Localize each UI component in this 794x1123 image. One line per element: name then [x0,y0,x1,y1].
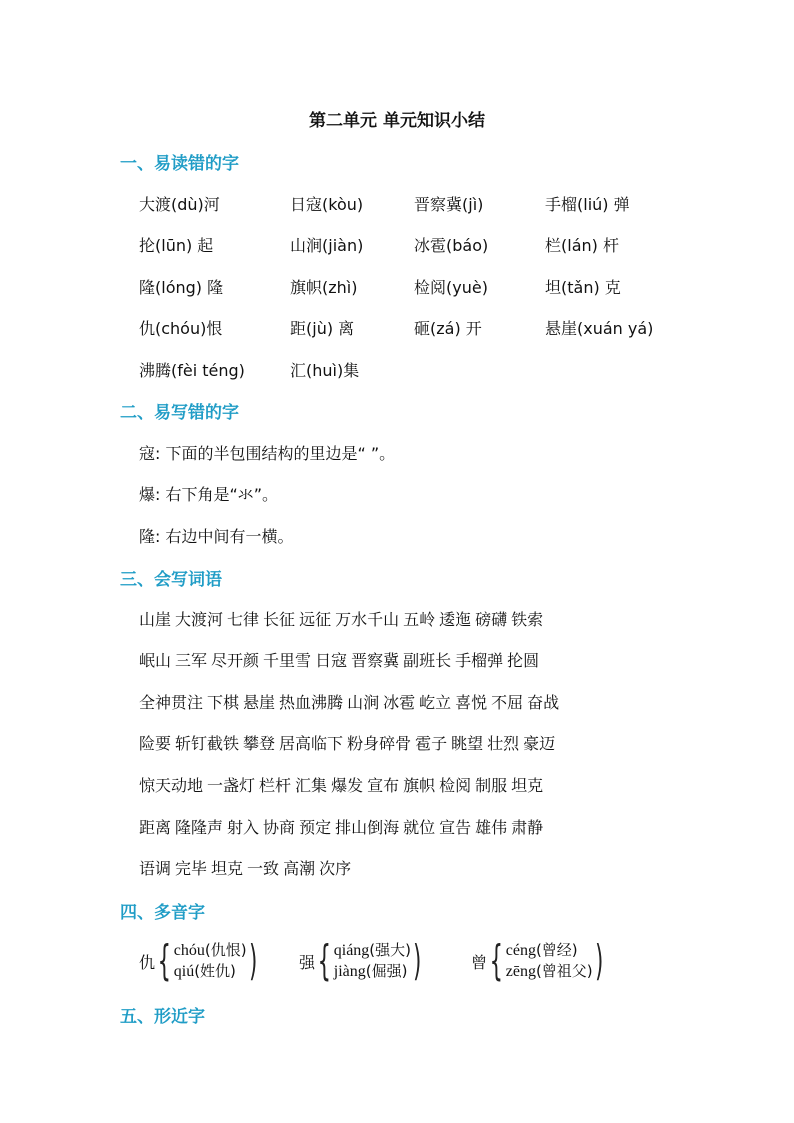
word: 旗帜 [403,776,436,795]
misread-item: 栏(lán) 杆 [545,236,619,255]
word: 冰雹 [383,693,416,712]
misread-item: 大渡(dù)河 [139,195,220,214]
right-brace: ) [413,936,422,985]
word: 坦克 [511,776,544,795]
reading [174,961,247,982]
reading [334,940,411,961]
reading-word: (曾经) [535,941,578,959]
word: 爆发 [331,776,364,795]
word: 完毕 [175,859,208,878]
word: 热血沸腾 [279,693,344,712]
misread-item: 检阅(yuè) [414,278,488,297]
word: 雄伟 [475,818,508,837]
misread-item: 汇(huì)集 [290,361,360,380]
word: 制服 [475,776,508,795]
section-heading-misread: 一、易读错的字 [120,154,239,174]
reading-pinyin: qiáng [333,942,370,959]
word: 居高临下 [279,734,344,753]
word: 手榴弹 [455,651,504,670]
word: 千里雪 [263,651,312,670]
reading [174,940,247,961]
word: 隆隆声 [175,818,224,837]
word: 三军 [175,651,208,670]
misread-item: 坦(tǎn) 克 [545,278,621,297]
misread-item: 悬崖(xuán yá) [545,319,654,338]
word: 宣布 [367,776,400,795]
word: 豪迈 [523,734,556,753]
misread-item: 砸(zá) 开 [414,319,482,338]
polyphone-group [139,938,257,984]
right-brace: ) [248,936,257,985]
word: 大渡河 [175,610,224,629]
word: 距离 [139,818,172,837]
word-row [139,648,543,671]
word: 壮烈 [487,734,520,753]
section-heading-miswrite: 二、易写错的字 [120,403,239,423]
section-heading-words: 三、会写词语 [120,570,222,590]
reading-word: (强大) [369,941,412,959]
left-brace: { [157,936,172,985]
polyphone-readings [506,940,593,982]
word: 雹子 [415,734,448,753]
reading [334,961,411,982]
misread-item: 晋察冀(jì) [414,195,484,214]
word: 磅礴 [475,610,508,629]
word: 栏杆 [259,776,292,795]
word: 险要 [139,734,172,753]
word: 粉身碎骨 [347,734,412,753]
reading [506,940,593,961]
word-row [139,815,547,838]
reading-pinyin: céng [505,942,536,959]
word: 远征 [299,610,332,629]
word: 汇集 [295,776,328,795]
word: 山涧 [347,693,380,712]
word: 攀登 [243,734,276,753]
word: 奋战 [527,693,560,712]
word: 山崖 [139,610,172,629]
page-title: 第二单元 单元知识小结 [309,111,485,131]
polyphone-group [471,938,603,984]
word: 一致 [247,859,280,878]
misread-item: 山涧(jiàn) [290,236,364,255]
word: 高潮 [283,859,316,878]
word: 宣告 [439,818,472,837]
polyphone-readings [174,940,247,982]
polyphone-char: 曾 [471,952,488,972]
reading-word: (仇恨) [204,941,247,959]
word: 检阅 [439,776,472,795]
reading-pinyin: chóu [173,942,205,959]
word: 排山倒海 [335,818,400,837]
misread-item: 冰雹(báo) [414,236,489,255]
reading-pinyin: qiú [173,963,195,980]
word: 全神贯注 [139,693,204,712]
reading-pinyin: jiàng [333,963,366,980]
reading-word: (倔强) [365,962,408,980]
word: 副班长 [403,651,452,670]
misread-item: 抡(lūn) 起 [139,236,214,255]
word: 万水千山 [335,610,400,629]
word: 铁索 [511,610,544,629]
polyphone-char: 仇 [139,952,156,972]
section-heading-polyphones: 四、多音字 [120,903,205,923]
word: 语调 [139,859,172,878]
miswrite-note: 隆: 右边中间有一横。 [139,527,294,546]
word: 一盏灯 [207,776,256,795]
section-heading-similar-chars: 五、形近字 [120,1007,205,1027]
word: 协商 [263,818,296,837]
word: 喜悦 [455,693,488,712]
word-row [139,690,563,713]
word: 次序 [319,859,352,878]
word: 坦克 [211,859,244,878]
word: 抡圆 [507,651,540,670]
misread-item: 隆(lóng) 隆 [139,278,224,297]
reading [506,961,593,982]
word: 悬崖 [243,693,276,712]
word-row [139,607,547,630]
reading-word: (曾祖父) [535,962,593,980]
misread-item: 仇(chóu)恨 [139,319,223,338]
word: 岷山 [139,651,172,670]
word: 下棋 [207,693,240,712]
reading-pinyin: zēng [505,963,536,980]
word-row [139,856,355,879]
miswrite-note: 爆: 右下角是“氺”。 [139,485,279,504]
misread-item: 旗帜(zhì) [290,278,358,297]
misread-item: 手榴(liú) 弹 [545,195,630,214]
word: 晋察冀 [351,651,400,670]
polyphone-readings [334,940,411,982]
left-brace: { [489,936,504,985]
word: 斩钉截铁 [175,734,240,753]
polyphone-group [299,938,421,984]
misread-item: 日寇(kòu) [290,195,364,214]
word: 日寇 [315,651,348,670]
word-row [139,731,559,754]
word: 不屈 [491,693,524,712]
word: 预定 [299,818,332,837]
word: 长征 [263,610,296,629]
word: 五岭 [403,610,436,629]
misread-item: 沸腾(fèi téng) [139,361,245,380]
miswrite-note: 寇: 下面的半包围结构的里边是“ ”。 [139,444,396,463]
misread-item: 距(jù) 离 [290,319,355,338]
right-brace: ) [594,936,603,985]
left-brace: { [317,936,332,985]
word: 就位 [403,818,436,837]
word: 尽开颜 [211,651,260,670]
word-row [139,773,547,796]
word: 七律 [227,610,260,629]
word: 逶迤 [439,610,472,629]
word: 肃静 [511,818,544,837]
reading-word: (姓仇) [194,962,236,980]
word: 眺望 [451,734,484,753]
word: 惊天动地 [139,776,204,795]
word: 屹立 [419,693,452,712]
word: 射入 [227,818,260,837]
polyphone-char: 强 [299,952,316,972]
